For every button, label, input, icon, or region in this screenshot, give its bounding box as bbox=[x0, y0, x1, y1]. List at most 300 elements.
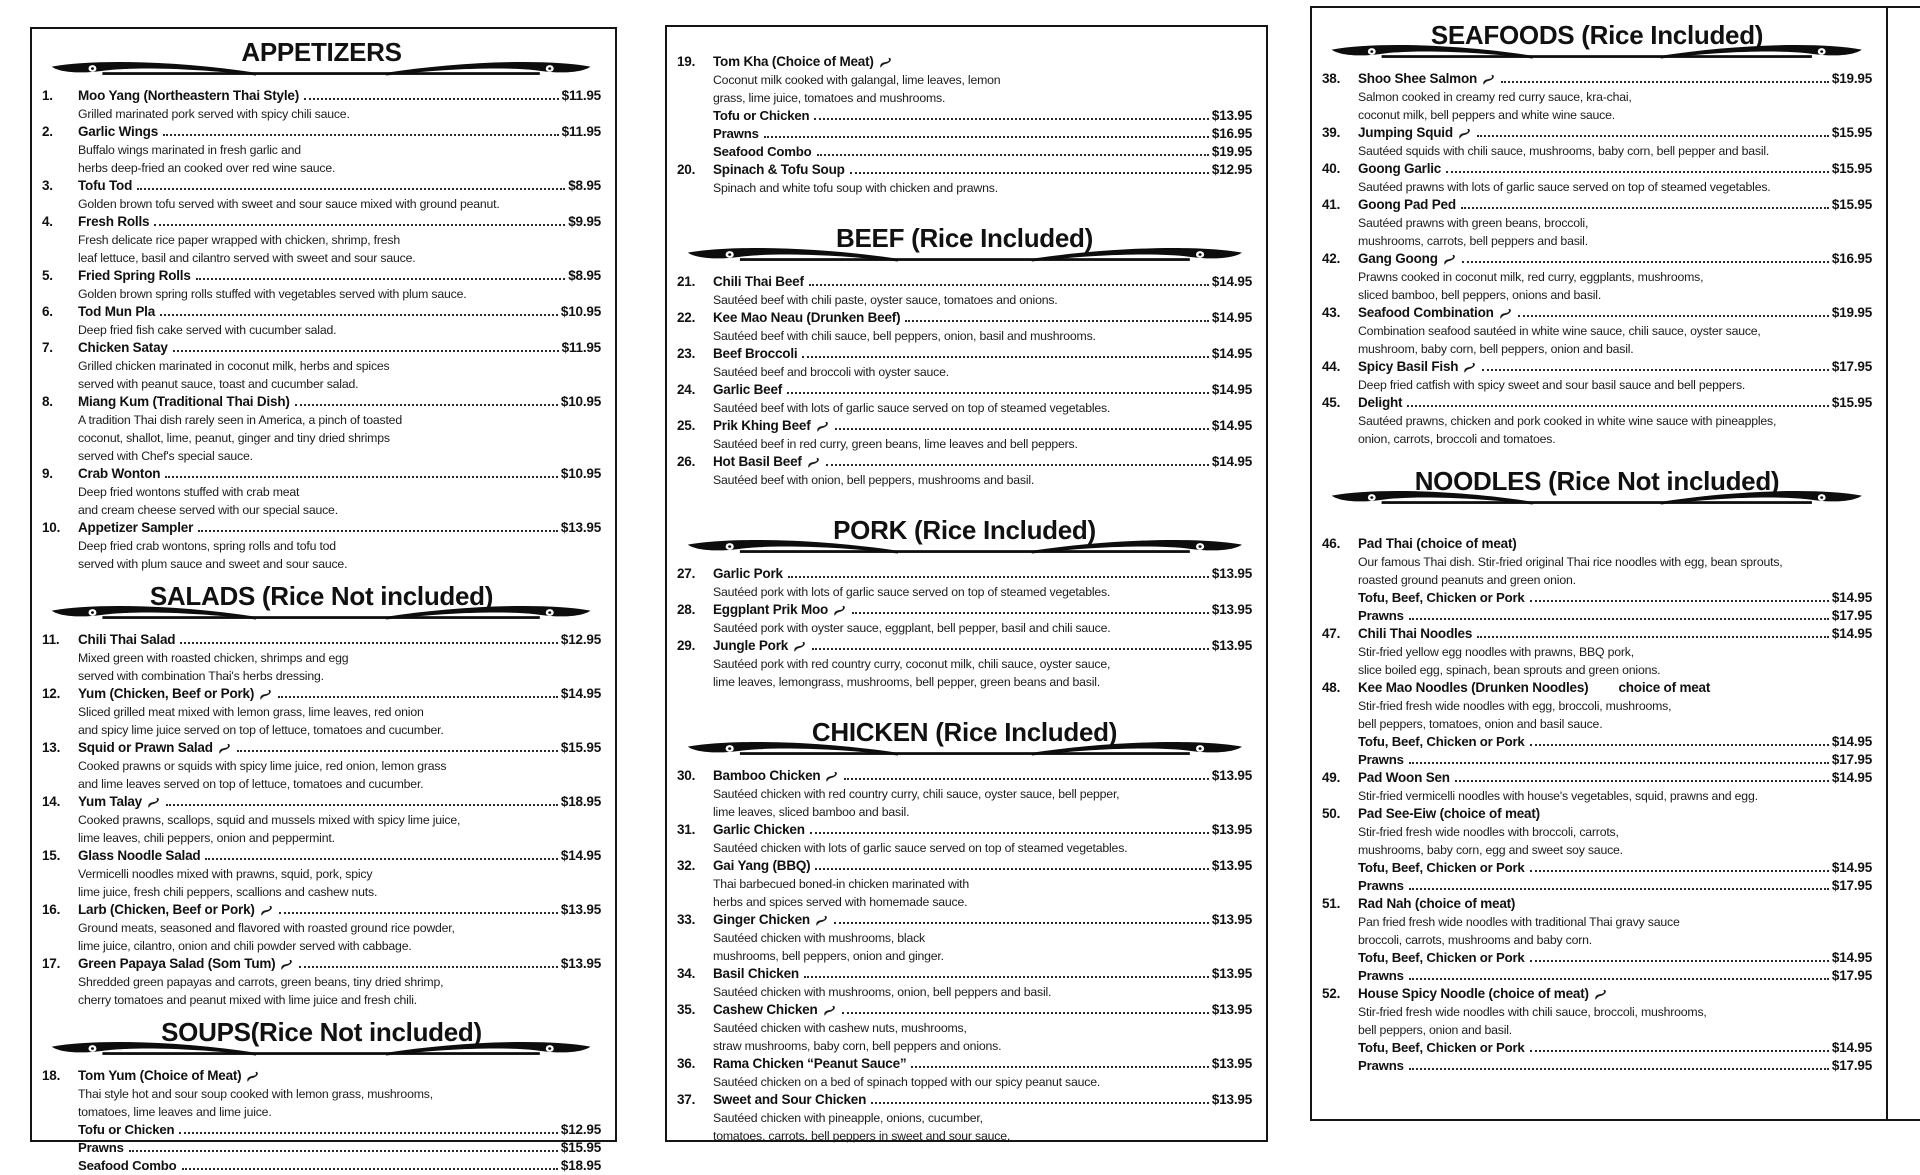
menu-item bbox=[1322, 124, 1872, 160]
dot-leader bbox=[1462, 261, 1829, 263]
dot-leader bbox=[826, 464, 1209, 466]
spicy-pepper-icon bbox=[218, 742, 232, 755]
menu-item bbox=[677, 417, 1252, 453]
item-price-row bbox=[1358, 124, 1872, 142]
item-option-label: Prawns bbox=[1358, 608, 1404, 623]
item-name: Basil Chicken bbox=[713, 966, 799, 981]
item-body bbox=[78, 793, 601, 847]
item-price-row bbox=[78, 267, 601, 285]
item-number: 4. bbox=[42, 214, 53, 229]
menu-item bbox=[677, 381, 1252, 417]
item-price: $17.95 bbox=[1831, 752, 1872, 767]
item-option-label: Tofu, Beef, Chicken or Pork bbox=[1358, 1040, 1525, 1055]
menu-item bbox=[1322, 985, 1872, 1075]
item-number: 32. bbox=[677, 858, 696, 873]
item-price: $14.95 bbox=[560, 848, 601, 863]
item-price-row bbox=[713, 345, 1252, 363]
item-description: Sautéed pork with oyster sauce, eggplant, bell pepper, basil and chili sauce. bbox=[713, 621, 1111, 635]
dot-leader bbox=[166, 804, 558, 806]
item-description: Golden brown spring rolls stuffed with vegetables served with plum sauce. bbox=[78, 287, 467, 301]
item-number: 1. bbox=[42, 88, 53, 103]
item-option-label: Seafood Combo bbox=[78, 1158, 177, 1173]
item-name: Glass Noodle Salad bbox=[78, 848, 201, 863]
item-body bbox=[1358, 679, 1872, 769]
item-name: Gai Yang (BBQ) bbox=[713, 858, 811, 873]
item-price-row bbox=[1358, 589, 1872, 607]
dot-leader bbox=[787, 392, 1209, 394]
item-body bbox=[1358, 985, 1872, 1075]
dot-leader bbox=[1530, 744, 1829, 746]
item-name: Pad Thai (choice of meat) bbox=[1358, 536, 1517, 551]
item-number: 3. bbox=[42, 178, 53, 193]
item-description: Fresh delicate rice paper wrapped with chicken, shrimp, fresh bbox=[78, 233, 401, 247]
dot-leader bbox=[196, 278, 566, 280]
item-description: Sautéed beef and broccoli with oyster sauce. bbox=[713, 365, 949, 379]
item-name-row bbox=[713, 53, 1252, 71]
item-body bbox=[78, 267, 601, 303]
item-number: 13. bbox=[42, 740, 61, 755]
item-body bbox=[713, 821, 1252, 857]
item-price: $14.95 bbox=[1831, 590, 1872, 605]
item-description: and spicy lime juice served on top of lettuce, tomatoes and cucumber. bbox=[78, 723, 444, 737]
item-name: Pad Woon Sen bbox=[1358, 770, 1450, 785]
item-description: Sautéed prawns with lots of garlic sauce served on top of steamed vegetables. bbox=[1358, 180, 1771, 194]
section-items bbox=[42, 631, 601, 1009]
item-name: Goong Pad Ped bbox=[1358, 197, 1456, 212]
item-body bbox=[1358, 196, 1872, 250]
item-name-row bbox=[1358, 535, 1872, 553]
dot-leader bbox=[1482, 369, 1829, 371]
section-items bbox=[42, 1067, 601, 1175]
item-description: mushrooms, carrots, bell peppers and basil. bbox=[1358, 234, 1588, 248]
item-body bbox=[713, 1055, 1252, 1091]
item-price: $11.95 bbox=[561, 124, 601, 139]
item-name: Crab Wonton bbox=[78, 466, 161, 481]
menu-item bbox=[1322, 250, 1872, 304]
item-price: $15.95 bbox=[560, 740, 601, 755]
dot-leader bbox=[179, 1132, 558, 1134]
menu-item bbox=[677, 857, 1252, 911]
item-body bbox=[1358, 250, 1872, 304]
item-price: $8.95 bbox=[568, 268, 601, 283]
item-number: 16. bbox=[42, 902, 61, 917]
item-body bbox=[78, 87, 601, 123]
section-items bbox=[677, 273, 1252, 489]
item-name: Bamboo Chicken bbox=[713, 768, 821, 783]
menu-item bbox=[42, 465, 601, 519]
item-price: $14.95 bbox=[1831, 950, 1872, 965]
item-description: Sautéed beef with chili sauce, bell peppers, onion, basil and mushrooms. bbox=[713, 329, 1096, 343]
item-description: Buffalo wings marinated in fresh garlic and bbox=[78, 143, 301, 157]
item-price-row bbox=[713, 143, 1252, 161]
item-description: Golden brown tofu served with sweet and sour sauce mixed with ground peanut. bbox=[78, 197, 500, 211]
item-description: Cooked prawns, scallops, squid and mussels mixed with spicy lime juice, bbox=[78, 813, 461, 827]
item-price-row bbox=[713, 565, 1252, 583]
item-description: Sautéed chicken on a bed of spinach topped with our spicy peanut sauce. bbox=[713, 1075, 1101, 1089]
item-number: 33. bbox=[677, 912, 696, 927]
item-price: $14.95 bbox=[1211, 418, 1252, 433]
item-description: Sautéed prawns, chicken and pork cooked in white wine sauce with pineapples, bbox=[1358, 414, 1777, 428]
item-description: Stir-fried vermicelli noodles with house's vegetables, squid, prawns and egg. bbox=[1358, 789, 1758, 803]
item-description: Salmon cooked in creamy red curry sauce, kra-chai, bbox=[1358, 90, 1632, 104]
item-price: $14.95 bbox=[1831, 626, 1872, 641]
dot-leader bbox=[1530, 870, 1829, 872]
menu-item bbox=[677, 965, 1252, 1001]
dot-leader bbox=[850, 172, 1209, 174]
item-description: Grilled chicken marinated in coconut milk, herbs and spices bbox=[78, 359, 390, 373]
item-price-row bbox=[78, 955, 601, 973]
section-title: BEEF (Rice Included) bbox=[836, 223, 1093, 253]
dot-leader bbox=[905, 320, 1209, 322]
item-price: $13.95 bbox=[560, 520, 601, 535]
menu-item bbox=[42, 685, 601, 739]
item-option-label: Tofu, Beef, Chicken or Pork bbox=[1358, 734, 1525, 749]
item-description: bell peppers, tomatoes, onion and basil sauce. bbox=[1358, 717, 1603, 731]
dot-leader bbox=[788, 576, 1209, 578]
item-description: served with plum sauce and sweet and sour sauce. bbox=[78, 557, 348, 571]
item-price-row bbox=[1358, 1039, 1872, 1057]
item-price: $15.95 bbox=[1831, 395, 1872, 410]
item-description: lime leaves, chili peppers, onion and peppermint. bbox=[78, 831, 335, 845]
item-body bbox=[1358, 124, 1872, 160]
item-description: Deep fried catfish with spicy sweet and sour basil sauce and bell peppers. bbox=[1358, 378, 1746, 392]
item-body bbox=[78, 847, 601, 901]
item-price-row bbox=[78, 303, 601, 321]
section-items bbox=[677, 53, 1252, 197]
item-number: 48. bbox=[1322, 680, 1341, 695]
menu-item bbox=[677, 1055, 1252, 1091]
item-name: Shoo Shee Salmon bbox=[1358, 71, 1478, 86]
menu-section bbox=[42, 1017, 601, 1175]
item-number: 15. bbox=[42, 848, 61, 863]
item-price-row bbox=[713, 125, 1252, 143]
item-price-row bbox=[78, 1139, 601, 1157]
item-name: Hot Basil Beef bbox=[713, 454, 802, 469]
item-body bbox=[78, 213, 601, 267]
item-number: 25. bbox=[677, 418, 696, 433]
item-name: Jungle Pork bbox=[713, 638, 789, 653]
item-description: broccoli, carrots, mushrooms and baby corn. bbox=[1358, 933, 1593, 947]
dot-leader bbox=[1455, 780, 1829, 782]
spicy-pepper-icon bbox=[793, 640, 807, 653]
item-name-row bbox=[78, 1067, 601, 1085]
item-number: 24. bbox=[677, 382, 696, 397]
menu-item bbox=[677, 1091, 1252, 1145]
item-price: $12.95 bbox=[1211, 162, 1252, 177]
item-description: Sautéed chicken with mushrooms, onion, bell peppers and basil. bbox=[713, 985, 1052, 999]
page-edge-line-bottom bbox=[1886, 1119, 1920, 1121]
menu-item bbox=[1322, 358, 1872, 394]
spicy-pepper-icon bbox=[1499, 307, 1513, 320]
menu-item bbox=[677, 345, 1252, 381]
item-price-row bbox=[713, 911, 1252, 929]
item-description: Sautéed prawns with green beans, broccoli, bbox=[1358, 216, 1589, 230]
item-description: mushroom, baby corn, bell peppers, onion and basil. bbox=[1358, 342, 1634, 356]
item-description: Deep fried wontons stuffed with crab meat bbox=[78, 485, 300, 499]
item-price: $12.95 bbox=[560, 632, 601, 647]
item-number: 29. bbox=[677, 638, 696, 653]
item-number: 31. bbox=[677, 822, 696, 837]
dot-leader bbox=[173, 350, 559, 352]
item-name: Tom Yum (Choice of Meat) bbox=[78, 1068, 242, 1083]
item-description: Sautéed pork with red country curry, coconut milk, chili sauce, oyster sauce, bbox=[713, 657, 1111, 671]
item-option-label: Prawns bbox=[1358, 878, 1404, 893]
item-number: 22. bbox=[677, 310, 696, 325]
item-number: 9. bbox=[42, 466, 53, 481]
menu-item bbox=[1322, 769, 1872, 805]
item-name: Eggplant Prik Moo bbox=[713, 602, 829, 617]
item-description: straw mushrooms, baby corn, bell peppers and onions. bbox=[713, 1039, 1002, 1053]
item-option-label: Tofu, Beef, Chicken or Pork bbox=[1358, 860, 1525, 875]
item-description: Deep fried fish cake served with cucumber salad. bbox=[78, 323, 337, 337]
item-description: tomatoes, carrots, bell peppers in sweet and sour sauce. bbox=[713, 1129, 1011, 1143]
menu-panel-right bbox=[1310, 6, 1888, 1121]
dot-leader bbox=[812, 648, 1209, 650]
item-name: Yum (Chicken, Beef or Pork) bbox=[78, 686, 255, 701]
item-name: Chicken Satay bbox=[78, 340, 168, 355]
dot-leader bbox=[1530, 600, 1829, 602]
section-items bbox=[1322, 535, 1872, 1075]
item-number: 12. bbox=[42, 686, 61, 701]
item-name: Garlic Pork bbox=[713, 566, 783, 581]
menu-section bbox=[677, 223, 1252, 489]
menu-item bbox=[1322, 70, 1872, 124]
item-price: $17.95 bbox=[1831, 1058, 1872, 1073]
item-price-row bbox=[78, 739, 601, 757]
item-body bbox=[1358, 358, 1872, 394]
item-number: 47. bbox=[1322, 626, 1341, 641]
dot-leader bbox=[129, 1150, 558, 1152]
dot-leader bbox=[1530, 1050, 1829, 1052]
item-description: mushrooms, baby corn, egg and sweet soy sauce. bbox=[1358, 843, 1623, 857]
item-name: Chili Thai Salad bbox=[78, 632, 176, 647]
item-name: Goong Garlic bbox=[1358, 161, 1442, 176]
spicy-pepper-icon bbox=[260, 904, 274, 917]
item-price-row bbox=[78, 213, 601, 231]
section-title: SALADS (Rice Not included) bbox=[149, 581, 494, 611]
dot-leader bbox=[810, 832, 1209, 834]
dot-leader bbox=[1409, 1068, 1829, 1070]
item-price-row bbox=[78, 123, 601, 141]
item-price: $14.95 bbox=[1831, 1040, 1872, 1055]
item-body bbox=[713, 1001, 1252, 1055]
spicy-pepper-icon bbox=[1458, 127, 1472, 140]
item-price: $16.95 bbox=[1831, 251, 1872, 266]
item-body bbox=[1358, 895, 1872, 985]
item-price-row bbox=[78, 393, 601, 411]
item-name: Chili Thai Beef bbox=[713, 274, 804, 289]
item-number: 39. bbox=[1322, 125, 1341, 140]
dot-leader bbox=[279, 912, 558, 914]
item-number: 52. bbox=[1322, 986, 1341, 1001]
dot-leader bbox=[815, 868, 1208, 870]
spicy-pepper-icon bbox=[815, 914, 829, 927]
item-number: 8. bbox=[42, 394, 53, 409]
item-description: Sautéed chicken with pineapple, onions, cucumber, bbox=[713, 1111, 983, 1125]
item-price: $16.95 bbox=[1211, 126, 1252, 141]
item-number: 26. bbox=[677, 454, 696, 469]
item-description: Stir-fried yellow egg noodles with prawns, BBQ pork, bbox=[1358, 645, 1634, 659]
item-number: 50. bbox=[1322, 806, 1341, 821]
item-price: $13.95 bbox=[1211, 966, 1252, 981]
section-items bbox=[677, 767, 1252, 1145]
spicy-pepper-icon bbox=[147, 796, 161, 809]
item-description: Cooked prawns or squids with spicy lime juice, red onion, lemon grass bbox=[78, 759, 447, 773]
menu-item bbox=[42, 213, 601, 267]
item-name: Squid or Prawn Salad bbox=[78, 740, 213, 755]
item-price-row bbox=[1358, 967, 1872, 985]
menu-item bbox=[1322, 535, 1872, 625]
item-number: 19. bbox=[677, 54, 696, 69]
item-body bbox=[713, 309, 1252, 345]
menu-section bbox=[677, 53, 1252, 197]
item-price: $18.95 bbox=[560, 794, 601, 809]
item-name-row bbox=[1358, 895, 1872, 913]
item-number: 34. bbox=[677, 966, 696, 981]
dot-leader bbox=[1530, 960, 1829, 962]
item-body bbox=[78, 685, 601, 739]
menu-item bbox=[1322, 625, 1872, 679]
item-body bbox=[78, 465, 601, 519]
item-name: Rad Nah (choice of meat) bbox=[1358, 896, 1516, 911]
item-number: 5. bbox=[42, 268, 53, 283]
item-name: Garlic Chicken bbox=[713, 822, 805, 837]
item-price-row bbox=[1358, 196, 1872, 214]
item-body bbox=[1358, 70, 1872, 124]
item-price-row bbox=[1358, 859, 1872, 877]
dot-leader bbox=[1409, 978, 1829, 980]
item-number: 49. bbox=[1322, 770, 1341, 785]
item-body bbox=[713, 345, 1252, 381]
spicy-pepper-icon bbox=[879, 56, 893, 69]
item-price: $13.95 bbox=[1211, 1092, 1252, 1107]
dot-leader bbox=[180, 642, 558, 644]
section-title: SEAFOODS (Rice Included) bbox=[1430, 20, 1764, 50]
item-description: and cream cheese served with our special sauce. bbox=[78, 503, 338, 517]
item-name: Green Papaya Salad (Som Tum) bbox=[78, 956, 276, 971]
item-price-row bbox=[1358, 769, 1872, 787]
item-price: $13.95 bbox=[560, 902, 601, 917]
item-price-row bbox=[713, 637, 1252, 655]
dot-leader bbox=[299, 966, 557, 968]
item-price: $17.95 bbox=[1831, 359, 1872, 374]
menu-item bbox=[42, 519, 601, 573]
section-title: NOODLES (Rice Not included) bbox=[1414, 466, 1780, 496]
item-name-note: choice of meat bbox=[1618, 680, 1711, 695]
item-number: 46. bbox=[1322, 536, 1341, 551]
item-body bbox=[78, 739, 601, 793]
item-number: 38. bbox=[1322, 71, 1341, 86]
item-price: $19.95 bbox=[1831, 71, 1872, 86]
item-price: $13.95 bbox=[560, 956, 601, 971]
item-price-row bbox=[1358, 733, 1872, 751]
item-body bbox=[78, 123, 601, 177]
item-description: Spinach and white tofu soup with chicken and prawns. bbox=[713, 181, 998, 195]
item-price: $14.95 bbox=[1211, 274, 1252, 289]
item-price-row bbox=[713, 1055, 1252, 1073]
item-price-row bbox=[713, 821, 1252, 839]
item-name: Beef Broccoli bbox=[713, 346, 798, 361]
menu-section bbox=[42, 581, 601, 1009]
item-price: $14.95 bbox=[560, 686, 601, 701]
item-price-row bbox=[713, 767, 1252, 785]
item-body bbox=[713, 911, 1252, 965]
item-body bbox=[78, 393, 601, 465]
item-price-row bbox=[78, 519, 601, 537]
item-price: $10.95 bbox=[560, 394, 601, 409]
menu-item bbox=[42, 339, 601, 393]
dot-leader bbox=[137, 188, 565, 190]
item-body bbox=[78, 955, 601, 1009]
menu-item bbox=[42, 901, 601, 955]
spicy-pepper-icon bbox=[1443, 253, 1457, 266]
item-number: 7. bbox=[42, 340, 53, 355]
item-name: Miang Kum (Traditional Thai Dish) bbox=[78, 394, 290, 409]
dot-leader bbox=[205, 858, 557, 860]
item-name: Seafood Combination bbox=[1358, 305, 1494, 320]
item-description: Sautéed beef in red curry, green beans, lime leaves and bell peppers. bbox=[713, 437, 1078, 451]
item-description: grass, lime juice, tomatoes and mushrooms. bbox=[713, 91, 946, 105]
menu-item bbox=[42, 393, 601, 465]
spicy-pepper-icon bbox=[816, 420, 830, 433]
item-price-row bbox=[1358, 949, 1872, 967]
item-body bbox=[713, 1091, 1252, 1145]
dot-leader bbox=[237, 750, 558, 752]
dot-leader bbox=[182, 1168, 558, 1170]
item-price: $13.95 bbox=[1211, 1056, 1252, 1071]
item-description: tomatoes, lime leaves and lime juice. bbox=[78, 1105, 272, 1119]
item-name: Yum Talay bbox=[78, 794, 142, 809]
menu-panel-middle bbox=[665, 25, 1268, 1142]
item-price: $14.95 bbox=[1831, 734, 1872, 749]
dot-leader bbox=[1477, 135, 1829, 137]
item-price-row bbox=[1358, 358, 1872, 376]
item-price: $13.95 bbox=[1211, 768, 1252, 783]
menu-item bbox=[42, 303, 601, 339]
item-description: lime juice, fresh chili peppers, scallions and cashew nuts. bbox=[78, 885, 378, 899]
dot-leader bbox=[871, 1102, 1209, 1104]
item-description: lime juice, cilantro, onion and chili powder served with cabbage. bbox=[78, 939, 412, 953]
item-body bbox=[78, 901, 601, 955]
item-option-label: Prawns bbox=[1358, 1058, 1404, 1073]
item-number: 35. bbox=[677, 1002, 696, 1017]
menu-item bbox=[677, 565, 1252, 601]
item-price: $14.95 bbox=[1831, 770, 1872, 785]
section-title: PORK (Rice Included) bbox=[833, 515, 1096, 545]
item-price: $14.95 bbox=[1211, 454, 1252, 469]
item-price: $17.95 bbox=[1831, 878, 1872, 893]
item-description: Sautéed chicken with red country curry, chili sauce, oyster sauce, bell pepper, bbox=[713, 787, 1120, 801]
item-price: $8.95 bbox=[568, 178, 601, 193]
item-name: Garlic Wings bbox=[78, 124, 158, 139]
item-name-row bbox=[1358, 679, 1872, 697]
item-price-row bbox=[713, 857, 1252, 875]
item-price-row bbox=[1358, 160, 1872, 178]
item-description: coconut, shallot, lime, peanut, ginger and tiny dried shrimps bbox=[78, 431, 390, 445]
item-body bbox=[78, 1067, 601, 1175]
item-name: Kee Mao Noodles (Drunken Noodles) bbox=[1358, 680, 1589, 695]
item-description: Combination seafood sautéed in white wine sauce, chili sauce, oyster sauce, bbox=[1358, 324, 1761, 338]
dot-leader bbox=[814, 118, 1209, 120]
item-body bbox=[713, 637, 1252, 691]
item-name: Jumping Squid bbox=[1358, 125, 1453, 140]
section-items bbox=[1322, 70, 1872, 448]
item-description: Prawns cooked in coconut milk, red curry, eggplants, mushrooms, bbox=[1358, 270, 1704, 284]
item-name: Tod Mun Pla bbox=[78, 304, 156, 319]
item-price: $13.95 bbox=[1211, 638, 1252, 653]
item-price: $10.95 bbox=[560, 304, 601, 319]
item-number: 28. bbox=[677, 602, 696, 617]
